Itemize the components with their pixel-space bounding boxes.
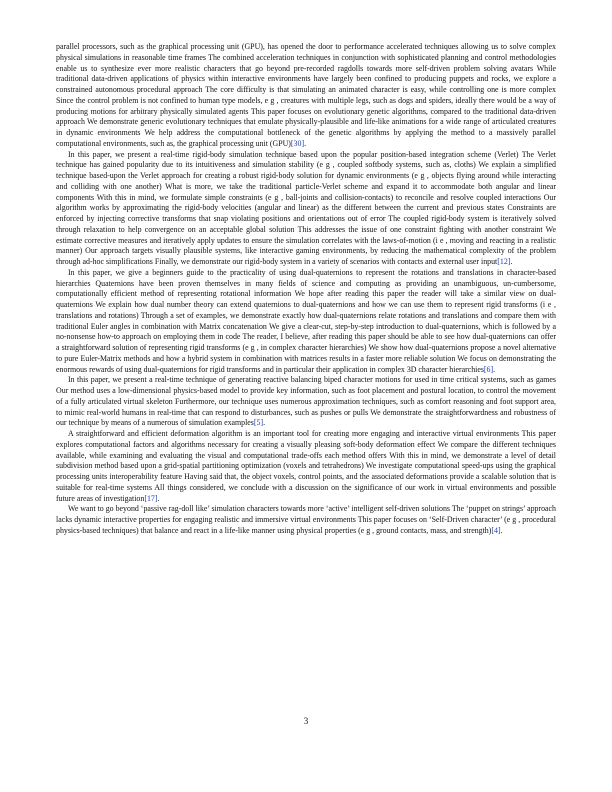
citation-link[interactable]: [17] [144,493,158,503]
paragraph-text: A straightforward and efficient deformation algorithm is an important tool for creating more engaging and interactive virtual environments This paper explores computational factors and algorithms necessary for creating a visually pleasing soft-body deformation effect We compare the different techniques available, while examining and evaluating the visual and computational trade-offs each method offers With this in mind, we demonstrate a level of detail subdivision method based upon a grid-spatial partitioning optimization (voxels and tetrahedrons) We investigate computational speed-ups using the graphical processing units interoperability feature Having said that, the object voxels, control points, and the associated deformations provide a scalable solution that is suitable for real-time systems All things considered, we conclude with a discussion on the significance of our work in virtual environments and possible future areas of investigation [56,429,556,503]
paper-body [56,42,556,537]
paragraph-gpu-evolution [56,42,556,150]
paragraph-text: parallel processors, such as the graphical processing unit (GPU), has opened the door to performance accelerated techniques allowing us to solve complex physical simulations in reasonable time frames The combined acceleration techniques in conjunction with sophisticated planning and control methodologies enable us to synthesize ever more realistic characters that go beyond pre-recorded ragdolls towards more self-driven problem solving avatars While traditional data-driven applications of physics within interactive environments have largely been confined to producing puppets and rocks, we explore a constrained autonomous procedural approach The core difficulty is that simulating an animated character is easy, while controlling one is more complex Since the control problem is not confined to human type models, e g , creatures with multiple legs, such as dogs and spiders, ideally there would be a way of producing motions for arbitrary physically simulated agents This paper focuses on evolutionary genetic algorithms, compared to the traditional data-driven approach We demonstrate generic evolutionary techniques that emulate physically-plausible and life-like animations for a wide range of articulated creatures in dynamic environments We help address the computational bottleneck of the genetic algorithms by applying the method to a massively parallel computational environments, such as, the graphical processing unit (GPU) [56,42,556,148]
paragraph-text: In this paper, we present a real-time rigid-body simulation technique based upon the popular position-based integration scheme (Verlet) The Verlet technique has gained popularity due to its intuitiveness and simulation stability (e g , coupled softbody systems, such as, cloths) We explain a simplified technique based-upon the Verlet approach for creating a robust rigid-body solution for dynamic environments (e g , objects flying around while interacting and colliding with one another) What is more, we take the traditional particle-Verlet scheme and expand it to accommodate both angular and linear components With this in mind, we formulate simple constraints (e g , ball-joints and collision-contacts) to reconcile and resolve coupled interactions Our algorithm works by approximating the rigid-body velocities (angular and linear) as the different between the current and previous states Constraints are enforced by injecting corrective transforms that snap violating positions and orientations out of error The coupled rigid-body system is iteratively solved through relaxation to help convergence on an acceptable global solution This addresses the issue of one constraint fighting with another constraint We estimate corrective measures and iteratively apply updates to ensure the simulation correlates with the laws-of-motion (i e , moving and reacting in a realistic manner) Our approach targets visually plausible systems, like interactive gaming environments, by reducing the mathematical complexity of the problem through ad-hoc simplifications Finally, we demonstrate our rigid-body system in a variety of scenarios with contacts and external user input [56,149,556,266]
paragraph-text: In this paper, we give a beginners guide to the practicality of using dual-quaternions to represent the rotations and translations in character-based hierarchies Quaternions have been proven themselves in many fields of science and computing as providing an unambiguous, un-cumbersome, computationally efficient method of representing rotational information We hope after reading this paper the reader will take a similar view on dual-quaternions We explain how dual number theory can extend quaternions to dual-quaternions and how we can use them to represent rigid transforms (i e , translations and rotations) Through a set of examples, we demonstrate exactly how dual-quaternions relate rotations and translations and compare them with traditional Euler angles in combination with Matrix concatenation We give a clear-cut, step-by-step introduction to dual-quaternions, which is followed by a no-nonsense how-to approach on employing them in code The reader, I believe, after reading this paper should be able to see how dual-quaternions can offer a straightforward solution of representing rigid transforms (e g , in complex character hierarchies) We show how dual-quaternions propose a novel alternative to pure Euler-Matrix methods and how a hybrid system in combination with matrices results in a faster more reliable solution We focus on demonstrating the enormous rewards of using dual-quaternions for rigid transforms and in particular their application in complex 3D character hierarchies [56,267,556,374]
paragraph-soft-body-deformation [56,429,556,504]
paragraph-verlet-rigid-body [56,150,556,268]
citation-link[interactable]: [4] [491,525,501,535]
citation-link[interactable]: [30] [290,138,305,148]
paragraph-end: . [510,257,513,266]
paragraph-text: We want to go beyond ‘passive rag-doll like’ simulation characters towards more ‘active’ intelligent self-driven solutions The ‘puppet on strings’ approach lacks dynamic interactive properties for engaging realistic and immersive virtual environments This paper focuses on ‘Self-Driven character’ (e g , procedural physics-based techniques) that balance and react in a life-like manner using physical properties (e g , ground contacts, mass, and strength) [56,504,556,535]
citation-link[interactable]: [5] [253,418,264,428]
citation-link[interactable]: [6] [483,364,494,374]
paragraph-text: In this paper, we present a real-time technique of generating reactive balancing biped character motions for used in time critical systems, such as games Our method uses a low-dimensional physics-based model to provide key information, such as foot placement and postural location, to control the movement of a fully articulated virtual skeleton Furthermore, our technique uses numerous approximation techniques, such as comfort reasoning and foot support area, to mimic real-world humans in real-time that can respond to disturbances, such as pushes or pulls We demonstrate the straightforwardness and robustness of our technique by means of a numerous of simulation examples [56,375,556,428]
paragraph-self-driven-characters [56,504,556,536]
paragraph-end: . [500,525,503,535]
paragraph-biped-balancing [56,375,556,429]
paragraph-end: . [157,493,160,503]
page-number: 3 [303,716,309,726]
paragraph-end: . [493,364,496,374]
paragraph-end: . [304,138,307,148]
paragraph-end: . [263,418,266,428]
citation-link[interactable]: [12] [497,257,511,266]
paragraph-dual-quaternions [56,268,556,376]
